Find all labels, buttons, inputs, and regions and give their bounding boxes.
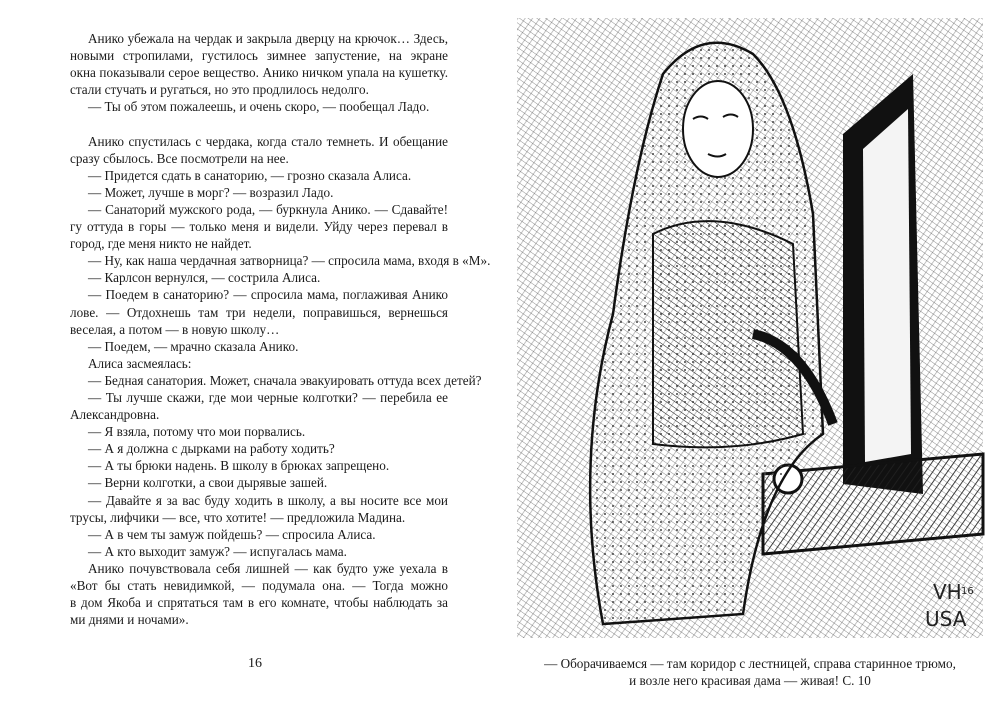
text-line: лове. — Отдохнешь там три недели, поправишься, вернешься [70, 304, 448, 320]
text-line: Александровна. [70, 407, 160, 423]
text-line: — Карлсон вернулся, — сострила Алиса. [88, 270, 321, 286]
text-line: гу оттуда в горы — только меня и видели. Уйду через перевал в [70, 219, 448, 235]
text-line: Анико спустилась с чердака, когда стало темнеть. И обещание [88, 133, 448, 149]
text-line: — Верни колготки, а свои дырявые зашей. [88, 475, 328, 491]
text-line: веселая, а потом — в новую школу… [70, 321, 280, 337]
text-line: — Может, лучше в морг? — возразил Ладо. [88, 184, 334, 200]
text-line: — Поедем, — мрачно сказала Анико. [88, 338, 299, 354]
caption-line: — Оборачиваемся — там коридор с лестницей, справа старинное трюмо, [544, 656, 956, 671]
illustration-caption [520, 655, 980, 689]
text-line: стали стучать и ругаться, но это продлилось недолго. [70, 82, 369, 98]
text-line: — А кто выходит замуж? — испугалась мама. [88, 543, 347, 559]
text-line: Алиса засмеялась: [88, 355, 192, 371]
text-line: город, где меня никто не найдет. [70, 236, 252, 252]
mirror-glass [863, 109, 911, 462]
svg-text:USA: USA [925, 607, 967, 631]
text-line: новыми стропилами, густилось зимнее запустение, на экране [70, 48, 448, 64]
text-line: — Я взяла, потому что мои порвались. [88, 424, 306, 440]
text-line: — Давайте я за вас буду ходить в школу, а вы носите все мои [88, 492, 448, 508]
text-line: — Ты об этом пожалеешь, и очень скоро, — пообещал Ладо. [88, 99, 430, 115]
text-line: окна показывали серое вещество. Анико ничком упала на кушетку. [70, 65, 448, 81]
dress-bodice [653, 221, 803, 447]
text-line: Анико убежала на чердак и закрыла дверцу на крючок… Здесь, [88, 31, 448, 46]
left-page-text [70, 30, 491, 628]
text-line: — А в чем ты замуж пойдешь? — спросила Алиса. [88, 526, 376, 542]
text-line: — Поедем в санаторию? — спросила мама, поглаживая Анико [88, 287, 448, 303]
text-line: — А я должна с дырками на работу ходить? [88, 441, 335, 457]
text-line: «Вот бы стать невидимкой, — подумала она. — Тогда можно [70, 578, 448, 593]
text-line: в дом Якоба и спрятаться там в его комнате, чтобы наблюдать за [70, 595, 448, 611]
page-number: 16 [248, 656, 262, 671]
ink-illustration-woman-at-mirror [513, 14, 987, 642]
text-line: ми днями и ночами». [70, 612, 189, 628]
text-line: — Бедная санатория. Может, сначала эвакуировать оттуда всех детей? [88, 372, 482, 388]
text-line: — Ну, как наша чердачная затворница? — спросила мама, входя в «М». [88, 253, 491, 269]
text-line: — Придется сдать в санаторию, — грозно сказала Алиса. [88, 167, 412, 183]
caption-line: и возле него красивая дама — живая! С. 10 [629, 673, 871, 688]
paragraph-gap [70, 115, 448, 132]
artist-signature: VH [933, 580, 962, 604]
text-line: сразу сбылось. Все посмотрели на нее. [70, 150, 289, 166]
svg-text:16: 16 [961, 586, 974, 597]
text-line: — А ты брюки надень. В школу в брюках запрещено. [88, 458, 390, 474]
text-line: — Ты лучше скажи, где мои черные колготки? — перебила ее [88, 389, 448, 405]
text-line: трусы, лифчики — все, что хотите! — предложила Мадина. [70, 509, 406, 525]
text-line: — Санаторий мужского рода, — буркнула Анико. — Сдавайте! [88, 201, 448, 217]
face [683, 81, 753, 177]
text-line: Анико почувствовала себя лишней — как будто уже уехала в [88, 560, 448, 576]
